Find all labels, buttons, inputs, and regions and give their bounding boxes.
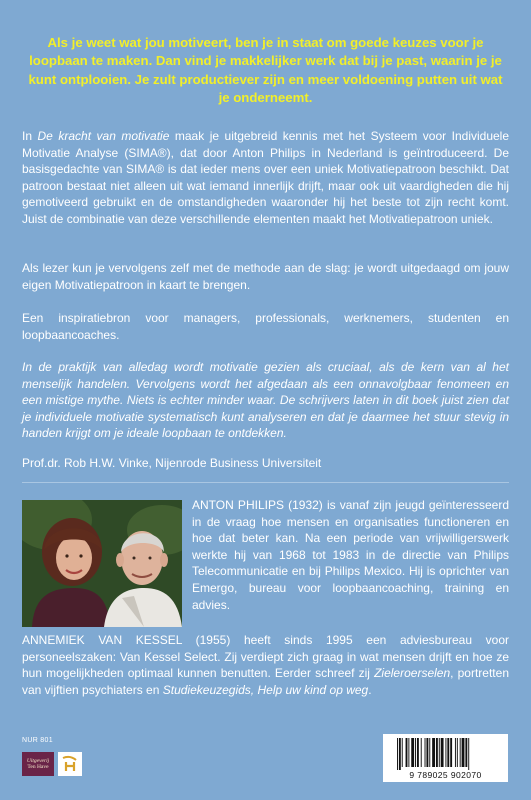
section-divider [22, 482, 509, 483]
publisher-label: Uitgeverij [26, 757, 50, 764]
description-paragraph-2: Als lezer kun je vervolgens zelf met de methode aan de slag: je wordt uitgedaagd om jouw eigen Motivatiepatroon in kaart te brengen. [22, 261, 509, 292]
publisher-logo [22, 752, 54, 776]
intro-blurb: Als je weet wat jou motiveert, ben je in staat om goede keuzes voor je loopbaan te maken. Dan vind je makkelijker werk dat bij je past, waarin je je kunt ontplooien. Je zult productiever zijn en meer voldoening putten uit wat je onderneemt. [28, 35, 503, 106]
endorsement-attribution: Prof.dr. Rob H.W. Vinke, Nijenrode Business Universiteit [22, 456, 322, 470]
bio2-book-1: Zieleroerselen [374, 666, 451, 681]
description-paragraph-3: Een inspiratiebron voor managers, professionals, werknemers, studenten en loopbaancoaches. [22, 311, 509, 342]
description-rest: maak je uitgebreid kennis met het Systeem voor Individuele Motivatie Analyse (SIMA®), dat door Anton Philips in Nederland is geïntroduceerd. De basisgedachte van SIMA® is dat ieder mens over een uniek Motivatiepatroon beschikt. Dat patroon bestaat niet alleen uit wat iemand innerlijk drijft, maar ook uit vaardigheden die hij gemotiveerd gebruikt en de omstandigheden waaronder hij het beste tot zijn recht komt. Juist de combinatie van deze verschillende elementen maakt het Motivatiepatroon uniek. [22, 129, 510, 226]
description-prefix: In [22, 129, 38, 143]
description-paragraph-1 [22, 128, 509, 228]
bio2-mid: , portretten van vijftien psychiaters en [22, 666, 509, 697]
author-bio-annemiek-van-kessel [22, 632, 509, 698]
barcode-bars-icon [383, 734, 508, 770]
bio2-end: . [368, 682, 372, 697]
bio2-book-2: Studiekeuzegids, Help uw kind op weg [162, 682, 369, 697]
publisher-name: Ten Have [27, 764, 49, 770]
isbn-number: 9 789025 902070 [409, 770, 482, 780]
imprint-mark-icon [58, 752, 82, 776]
bio2-main: ANNEMIEK VAN KESSEL (1955) heeft sinds 1995 een adviesbureau voor personeelszaken: Van Kessel Select. Zij verdiept zich graag in wat mensen drijft en hoe ze hun mogelijkheden optimaal kunnen benutten. Eerder schreef zij [22, 633, 509, 681]
author-bio-anton-philips: ANTON PHILIPS (1932) is vanaf zijn jeugd geïnteresseerd in de vraag hoe mensen en organisaties functioneren en hoe dat beter kan. Na een periode van vrijwilligerswerk werkte hij van 1968 tot 1983 in de directie van Philips Telecommunicatie en bij Philips Mexico. Hij is oprichter van Emergo, bureau voor loopbaancoaching, training en advies. [192, 498, 509, 612]
nur-code: NUR 801 [22, 737, 53, 744]
authors-photo-illustration [22, 500, 182, 627]
imprint-logo-icon [58, 752, 82, 776]
book-title: De kracht van motivatie [37, 129, 170, 143]
endorsement-quote: In de praktijk van alledag wordt motivatie gezien als cruciaal, als de kern van al het menselijk handelen. Vervolgens wordt het afgedaan als een onnavolgbaar fenomeen en een mistige mythe. Niets is echter minder waar. De schrijvers laten in dit boek juist zien dat je individuele motivatie systematisch kunt analyseren en dat je daarmee het stuur stevig in handen krijgt om je ideale loopbaan te ontdekken. [22, 360, 509, 441]
authors-photo [22, 500, 182, 627]
